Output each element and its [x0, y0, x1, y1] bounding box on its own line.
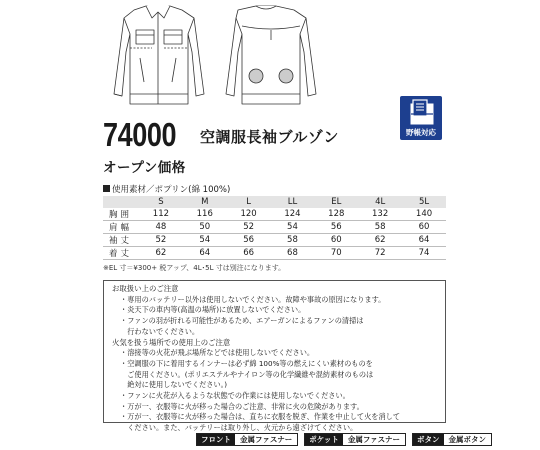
table-cell: 52: [227, 221, 271, 234]
notebook-pocket-badge: [400, 96, 442, 140]
caution-box: [103, 280, 446, 433]
price-label: オープン価格: [103, 160, 186, 176]
table-cell: 112: [139, 208, 183, 221]
table-cell: 54: [271, 221, 315, 234]
spec-chip-pocket: [304, 433, 406, 446]
size-table-header: [103, 196, 446, 208]
jacket-back-view: [226, 6, 316, 104]
header-cell: L: [227, 196, 271, 208]
size-note: ※EL 寸＝¥300+ 税アップ、4L･5L 寸は別注になります。: [103, 264, 286, 272]
table-cell: 58: [358, 221, 402, 234]
product-name: 空調服長袖ブルゾン: [200, 128, 339, 146]
table-cell: 74: [402, 247, 446, 260]
table-cell: 62: [139, 247, 183, 260]
caution-heading: 火気を扱う場所での使用上のご注意: [112, 337, 231, 347]
table-row: [103, 234, 446, 247]
table-cell: 72: [358, 247, 402, 260]
header-cell: 4L: [358, 196, 402, 208]
table-cell: 64: [183, 247, 227, 260]
table-cell: 128: [314, 208, 358, 221]
table-cell: 60: [402, 221, 446, 234]
caution-line: ください。また、バッテリーは取り外し、火元から遠ざけてください。: [120, 423, 358, 433]
table-cell: 124: [271, 208, 315, 221]
notebook-pocket-icon: [400, 96, 442, 128]
material-text: 使用素材／ポプリン(綿 100%): [112, 185, 231, 195]
table-cell: 56: [314, 221, 358, 234]
table-row: [103, 247, 446, 260]
table-cell: 48: [139, 221, 183, 234]
table-cell: 58: [271, 234, 315, 247]
header-cell: LL: [271, 196, 315, 208]
table-cell: 68: [271, 247, 315, 260]
table-cell: 52: [139, 234, 183, 247]
row-label: 胸囲: [103, 208, 139, 221]
table-cell: 120: [227, 208, 271, 221]
caution-line: ・専用のバッテリー以外は使用しないでください。故障や事故の原因になります。: [120, 294, 386, 304]
bullet-square-icon: [103, 185, 110, 192]
caution-line: ・万が一、衣服等に火が移った場合は、直ちに衣服を脱ぎ、作業を中止して火を消して: [120, 412, 401, 422]
table-cell: 54: [183, 234, 227, 247]
table-cell: 70: [314, 247, 358, 260]
caution-line: 絶対に使用しないでください。): [120, 380, 228, 390]
spec-value: 金属ファスナー: [240, 435, 293, 444]
table-cell: 66: [227, 247, 271, 260]
jacket-illustration: [96, 2, 346, 114]
spec-chip-button: [412, 433, 492, 446]
caution-heading: お取扱い上のご注意: [112, 284, 179, 293]
caution-line: ・ファンの羽が折れる可能性があるため、エアーガンによるファンの清掃は: [120, 316, 364, 326]
spec-value: 金属ファスナー: [347, 435, 401, 444]
spec-value: 金属ボタン: [448, 435, 487, 444]
row-label: 袖丈: [103, 234, 139, 247]
header-cell: S: [139, 196, 183, 208]
header-cell: EL: [314, 196, 358, 208]
table-cell: 116: [183, 208, 227, 221]
header-cell: 5L: [402, 196, 446, 208]
table-cell: 56: [227, 234, 271, 247]
spec-chips: [196, 433, 498, 446]
table-cell: 62: [358, 234, 402, 247]
size-table: [103, 196, 446, 260]
table-row: [103, 221, 446, 234]
jacket-front-view: [114, 6, 204, 104]
caution-line: ・空調服の下に着用するインナーは必ず綿 100%等の燃えにくい素材のものを: [120, 358, 373, 368]
caution-line: ・万が一、衣服等に火が移った場合のご注意、非常に火の危険があります。: [120, 401, 364, 411]
spec-key: フロント: [197, 434, 235, 445]
caution-line: ・溶接等の火花が飛ぶ場所などでは使用しないでください。: [120, 348, 315, 358]
table-cell: 50: [183, 221, 227, 234]
row-label: 着丈: [103, 247, 139, 260]
table-cell: 140: [402, 208, 446, 221]
header-cell: M: [183, 196, 227, 208]
header-cell: [103, 196, 139, 208]
model-number: 74000: [103, 116, 177, 153]
table-row: [103, 208, 446, 221]
spec-chip-front: [196, 433, 298, 446]
spec-key: ボタン: [413, 434, 444, 445]
table-cell: 132: [358, 208, 402, 221]
table-cell: 64: [402, 234, 446, 247]
material-line: [103, 183, 230, 195]
caution-line: ・炎天下の車内等(高温の場所)に放置しないでください。: [120, 305, 306, 315]
badge-label: 野帳対応: [406, 128, 436, 137]
caution-line: ・ファンに火花が入るような状態での作業には使用しないでください。: [120, 391, 350, 401]
caution-line: 行わないでください。: [120, 326, 200, 336]
spec-key: ポケット: [305, 434, 343, 445]
row-label: 肩幅: [103, 221, 139, 234]
caution-line: ご使用ください。(ポリエステルやナイロン等の化学繊維や混紡素材のものは: [120, 369, 374, 379]
table-cell: 60: [314, 234, 358, 247]
